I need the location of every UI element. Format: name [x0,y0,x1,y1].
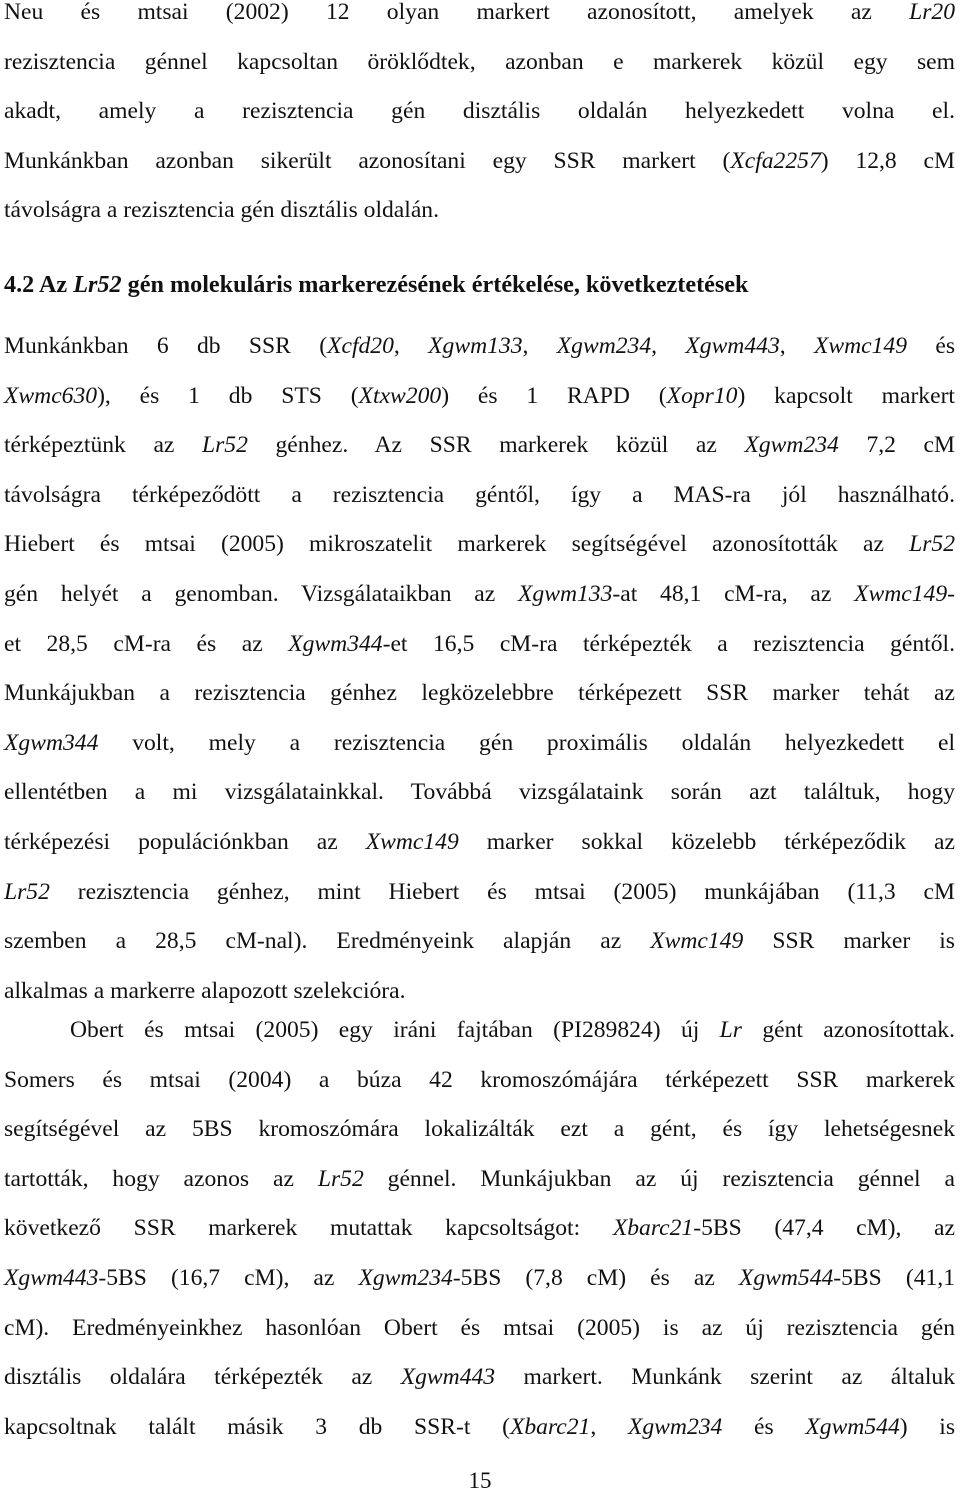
italic-term: Xwmc149 [650,928,744,955]
italic-term: Xbarc21 [509,1413,591,1440]
italic-term: Xgwm234 [627,1413,723,1440]
italic-term: Xcfd20 [327,333,394,359]
text-line: Neu és mtsai (2002) 12 olyan markert azonosított, amelyek az Lr20 [4,0,955,25]
text-line: Munkánkban 6 db SSR (Xcfd20, Xgwm133, Xgwm234, Xgwm443, Xwmc149 és [4,333,956,359]
text-line: Somers és mtsai (2004) a búza 42 kromoszómájára térképezett SSR markerek [4,1066,955,1093]
text-line: Munkánkban azonban sikerült azonosítani egy SSR markert (Xcfa2257) 12,8 cM [4,147,955,174]
text-line: cM). Eredményeinkhez hasonlóan Obert és mtsai (2005) is az új rezisztencia gén [4,1314,955,1341]
italic-term: Xgwm544 [738,1264,834,1291]
text-line: rezisztencia génnel kapcsoltan öröklődtek, azonban e markerek közül egy sem [4,48,955,75]
page-number: 15 [468,1468,492,1493]
italic-term: Lr52 [73,271,122,298]
text-line: kapcsoltnak talált másik 3 db SSR-t (Xbarc21, Xgwm234 és Xgwm544) is [4,1413,956,1440]
italic-term: Xwmc630 [4,382,98,409]
text-line: Obert és mtsai (2005) egy iráni fajtában (PI289824) új Lr gént azonosítottak. [70,1017,955,1043]
italic-term: Xtxw200 [358,382,442,409]
text-line: Xgwm443-5BS (16,7 cM), az Xgwm234-5BS (7,8 cM) és az Xgwm544-5BS (41,1 [4,1264,956,1291]
italic-term: Xgwm234 [358,1264,453,1291]
italic-term: Xgwm133 [428,333,523,359]
italic-term: Xgwm443 [685,333,780,359]
italic-term: Xgwm234 [556,333,652,359]
text-line: térképezési populációnkban az Xwmc149 marker sokkal közelebb térképeződik az [4,828,955,855]
italic-term: Xbarc21 [612,1215,694,1242]
italic-term: Xgwm344 [4,729,99,756]
paragraph-obert-mtsai [4,1006,955,1452]
italic-term: Lr52 [317,1165,364,1192]
italic-term: Xopr10 [666,382,738,409]
italic-term: Xcfa2257 [730,147,821,174]
text-line: akadt, amely a rezisztencia gén disztális oldalán helyezkedett volna el. [4,98,955,125]
italic-term: Xgwm443 [400,1364,496,1391]
italic-term: Xgwm133 [518,580,613,607]
text-line: Munkájukban a rezisztencia génhez legközelebbre térképezett SSR marker tehát az [4,680,955,707]
italic-term: Xwmc149 [365,828,459,855]
italic-term: Lr [719,1017,742,1043]
italic-term: Xwmc149 [854,580,948,607]
text-line: tartották, hogy azonos az Lr52 génnel. Munkájukban az új rezisztencia génnel a [4,1165,956,1192]
italic-term: Lr52 [4,878,50,905]
text-line: alkalmas a markerre alapozott szelekcióra. [4,977,406,1004]
italic-term: Xwmc149 [813,333,908,359]
italic-term: Lr20 [909,0,955,25]
text-line: következő SSR markerek mutattak kapcsoltságot: Xbarc21-5BS (47,4 cM), az [4,1215,955,1242]
italic-term: Lr52 [202,432,248,459]
text-line: disztális oldalára térképezték az Xgwm443 markert. Munkánk szerint az általuk [4,1364,956,1391]
text-line: Xgwm344 volt, mely a rezisztencia gén proximális oldalán helyezkedett el [4,729,955,756]
text-line: gén helyét a genomban. Vizsgálataikban az Xgwm133-at 48,1 cM-ra, az Xwmc149- [4,580,955,607]
text-line: ellentétben a mi vizsgálatainkkal. Továbbá vizsgálataink során azt találtuk, hogy [4,779,955,806]
italic-term: Xgwm544 [805,1413,900,1440]
text-line: szemben a 28,5 cM-nal). Eredményeink alapján az Xwmc149 SSR marker is [4,928,955,955]
text-line: segítségével az 5BS kromoszómára lokalizálták ezt a gént, és így lehetségesnek [4,1116,955,1143]
text-line: térképeztünk az Lr52 génhez. Az SSR markerek közül az Xgwm234 7,2 cM [4,432,955,459]
text-line: Hiebert és mtsai (2005) mikroszatelit markerek segítségével azonosították az Lr52 [4,531,955,558]
text-line: távolságra térképeződött a rezisztencia géntől, így a MAS-ra jól használható. [4,481,955,508]
italic-term: Lr52 [909,531,955,558]
paragraph-neu-mtsai [4,0,955,236]
text-line: et 28,5 cM-ra és az Xgwm344-et 16,5 cM-ra térképezték a rezisztencia géntől. [4,630,955,657]
text-line: Lr52 rezisztencia génhez, mint Hiebert és mtsai (2005) munkájában (11,3 cM [4,878,955,905]
italic-term: Xgwm443 [4,1264,99,1291]
italic-term: Xgwm234 [744,432,839,459]
section-heading: 4.2 Az Lr52 gén molekuláris markerezésének értékelése, következtetések [4,271,749,298]
paragraph-munkankban [4,322,955,1016]
italic-term: Xgwm344 [288,630,383,657]
text-line: távolságra a rezisztencia gén disztális oldalán. [4,197,439,224]
text-line: Xwmc630), és 1 db STS (Xtxw200) és 1 RAPD (Xopr10) kapcsolt markert [4,382,955,409]
